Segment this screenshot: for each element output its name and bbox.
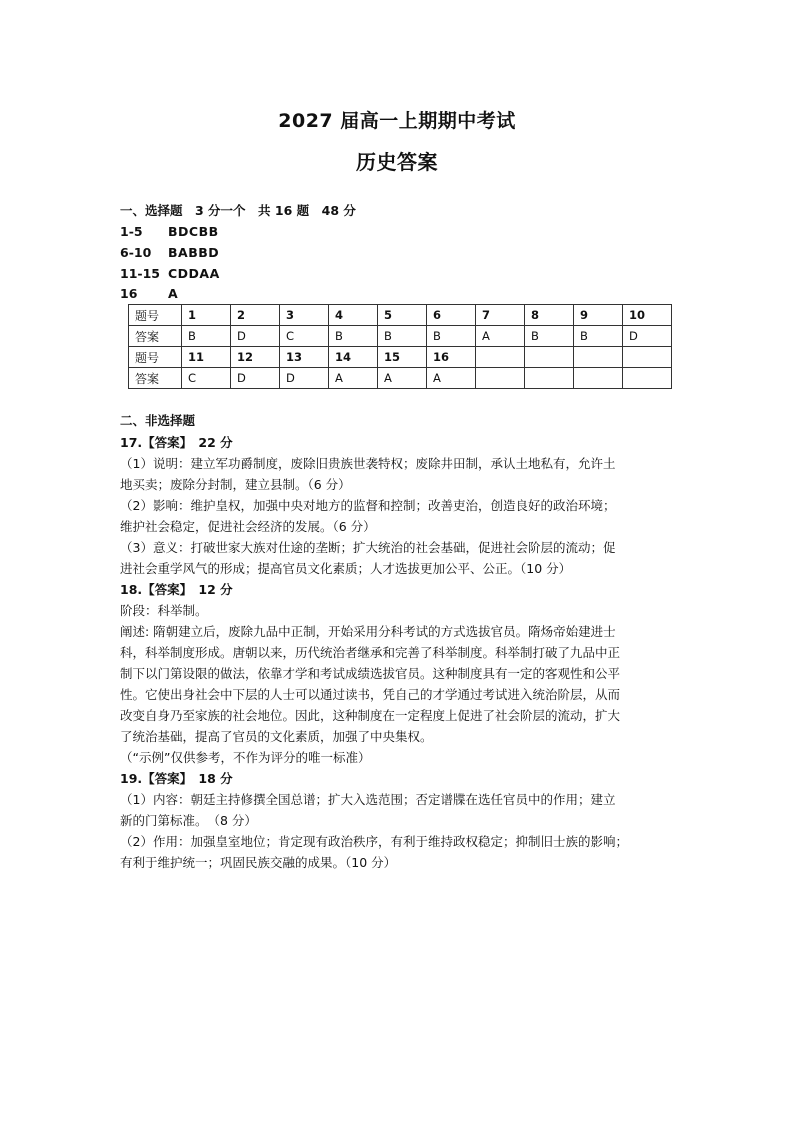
row-label-num: 题号 <box>129 347 182 368</box>
table-cell <box>525 347 574 368</box>
answer-range: 16 <box>120 286 138 301</box>
table-row-nums-1 <box>129 305 672 326</box>
table-cell: D <box>231 368 280 389</box>
answer-values: CDDAA <box>168 266 220 281</box>
q19-header: 19.【答案】 18 分 <box>120 771 233 786</box>
answer-table <box>128 304 672 389</box>
question-18 <box>120 579 680 768</box>
table-cell <box>574 368 623 389</box>
table-cell: C <box>182 368 231 389</box>
q18-line4: 性。它使出身社会中下层的人士可以通过读书，凭自己的才学通过考试进入统治阶层，从而 <box>120 687 621 702</box>
answer-row-16 <box>120 285 178 303</box>
table-cell: 15 <box>378 347 427 368</box>
q19-part2-line2: 有利于维护统一；巩固民族交融的成果。（10 分） <box>120 855 397 870</box>
table-cell: B <box>574 326 623 347</box>
table-cell <box>476 347 525 368</box>
q17-header: 17.【答案】 22 分 <box>120 435 233 450</box>
answer-row-6-10 <box>120 244 219 262</box>
table-cell: 3 <box>280 305 329 326</box>
table-cell: 8 <box>525 305 574 326</box>
table-cell: B <box>427 326 476 347</box>
table-cell <box>476 368 525 389</box>
q17-part2-line2: 维护社会稳定，促进社会经济的发展。（6 分） <box>120 519 376 534</box>
row-label-num: 题号 <box>129 305 182 326</box>
page-subtitle: 历史答案 <box>356 150 438 174</box>
q18-line1: 阐述: 隋朝建立后，废除九品中正制，开始采用分科考试的方式选拔官员。隋炀帝始建进士 <box>120 624 616 639</box>
table-cell: 9 <box>574 305 623 326</box>
table-cell: 11 <box>182 347 231 368</box>
table-cell: 4 <box>329 305 378 326</box>
q18-line3: 制下以门第设限的做法，依靠才学和考试成绩选拔官员。这种制度具有一定的客观性和公平 <box>120 666 621 681</box>
table-cell <box>574 347 623 368</box>
table-cell: B <box>378 326 427 347</box>
q18-stage: 阶段：科举制。 <box>120 603 208 618</box>
table-cell: 12 <box>231 347 280 368</box>
table-cell: A <box>427 368 476 389</box>
table-cell: 6 <box>427 305 476 326</box>
answer-range: 1-5 <box>120 224 143 239</box>
table-cell: A <box>378 368 427 389</box>
q18-line6: 了统治基础，提高了官员的文化素质，加强了中央集权。 <box>120 729 433 744</box>
table-cell: B <box>525 326 574 347</box>
table-cell: 5 <box>378 305 427 326</box>
table-cell: C <box>280 326 329 347</box>
q18-note: （“示例”仅供参考，不作为评分的唯一标准） <box>120 750 371 765</box>
answer-range: 6-10 <box>120 245 152 260</box>
table-cell: 1 <box>182 305 231 326</box>
table-cell: 14 <box>329 347 378 368</box>
row-label-ans: 答案 <box>129 326 182 347</box>
q17-part1-line1: （1）说明：建立军功爵制度，废除旧贵族世袭特权；废除井田制，承认土地私有，允许土 <box>120 456 616 471</box>
page-title: 2027 届高一上期期中考试 <box>278 110 516 132</box>
table-cell: B <box>182 326 231 347</box>
table-row-nums-2 <box>129 347 672 368</box>
table-cell: 7 <box>476 305 525 326</box>
table-cell: D <box>623 326 672 347</box>
q17-part2-line1: （2）影响：维护皇权，加强中央对地方的监督和控制；改善吏治，创造良好的政治环境； <box>120 498 616 513</box>
table-row-ans-1 <box>129 326 672 347</box>
table-cell <box>623 368 672 389</box>
row-label-ans: 答案 <box>129 368 182 389</box>
answer-row-11-15 <box>120 265 220 283</box>
q18-line5: 改变自身乃至家族的社会地位。因此，这种制度在一定程度上促进了社会阶层的流动，扩大 <box>120 708 621 723</box>
answer-values: BABBD <box>168 245 220 260</box>
q18-line2: 科，科举制度形成。唐朝以来，历代统治者继承和完善了科举制度。科举制打破了九品中正 <box>120 645 621 660</box>
answer-range: 11-15 <box>120 266 160 281</box>
table-cell: 10 <box>623 305 672 326</box>
table-cell <box>623 347 672 368</box>
question-19 <box>120 768 680 873</box>
table-cell: D <box>231 326 280 347</box>
table-cell: B <box>329 326 378 347</box>
question-17 <box>120 432 680 579</box>
q19-part1-line1: （1）内容：朝廷主持修撰全国总谱；扩大入选范围；否定谱牒在选任官员中的作用；建立 <box>120 792 616 807</box>
table-cell <box>525 368 574 389</box>
q17-part1-line2: 地买卖；废除分封制，建立县制。（6 分） <box>120 477 351 492</box>
section2-heading: 二、非选择题 <box>120 413 196 428</box>
table-cell: 13 <box>280 347 329 368</box>
table-cell: A <box>329 368 378 389</box>
section1-heading: 一、选择题 3 分一个 共 16 题 48 分 <box>120 203 356 218</box>
q17-part3-line1: （3）意义：打破世家大族对仕途的垄断；扩大统治的社会基础，促进社会阶层的流动；促 <box>120 540 616 555</box>
answer-values: BDCBB <box>168 224 219 239</box>
table-cell: A <box>476 326 525 347</box>
table-cell: 16 <box>427 347 476 368</box>
table-row-ans-2 <box>129 368 672 389</box>
q17-part3-line2: 进社会重学风气的形成；提高官员文化素质；人才选拔更加公平、公正。（10 分） <box>120 561 572 576</box>
answer-values: A <box>168 286 179 301</box>
table-cell: 2 <box>231 305 280 326</box>
q18-header: 18.【答案】 12 分 <box>120 582 233 597</box>
q19-part2-line1: （2）作用：加强皇室地位；肯定现有政治秩序，有利于维持政权稳定；抑制旧士族的影响； <box>120 834 628 849</box>
answer-row-1-5 <box>120 223 219 241</box>
table-cell: D <box>280 368 329 389</box>
q19-part1-line2: 新的门第标准。 （8 分） <box>120 813 257 828</box>
